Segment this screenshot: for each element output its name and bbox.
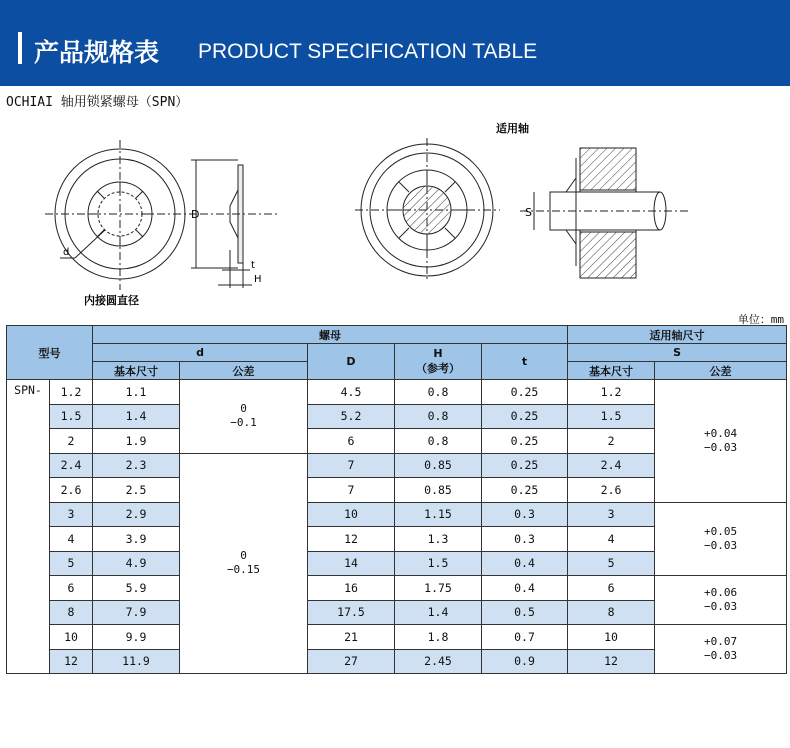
cell-s-basic: 12 [568, 649, 655, 674]
spec-table [6, 325, 787, 674]
unit-label: 单位：mm [737, 313, 784, 326]
cell-t: 0.25 [482, 380, 568, 405]
tol-lower: −0.03 [703, 440, 738, 454]
cell-D: 7 [308, 478, 395, 503]
label-inner-circle: 内接圆直径 [84, 294, 139, 307]
front-view [45, 140, 200, 290]
header-H-symbol: H [433, 347, 443, 360]
cell-size: 12 [50, 649, 93, 674]
cell-D: 4.5 [308, 380, 395, 405]
cell-s-basic: 8 [568, 600, 655, 625]
cell-H: 1.3 [395, 527, 482, 552]
cell-size: 1.2 [50, 380, 93, 405]
cell-H: 0.8 [395, 429, 482, 454]
tol-upper: 0 [240, 402, 247, 416]
cell-d-basic: 1.1 [93, 380, 180, 405]
header-H-ref: （参考） [416, 362, 460, 375]
header-d-basic: 基本尺寸 [93, 362, 180, 380]
cell-d-tolerance [180, 380, 308, 454]
cell-d-basic: 2.5 [93, 478, 180, 503]
cell-size: 2.6 [50, 478, 93, 503]
product-drawing [0, 110, 790, 310]
cell-H: 1.4 [395, 600, 482, 625]
tol-lower: −0.1 [230, 416, 257, 430]
cell-H: 0.8 [395, 380, 482, 405]
cell-d-basic: 5.9 [93, 576, 180, 601]
cell-s-basic: 6 [568, 576, 655, 601]
cell-H: 0.8 [395, 404, 482, 429]
product-subtitle: OCHIAI 轴用锁紧螺母（SPN） [6, 95, 189, 110]
cell-s-tolerance [655, 625, 787, 674]
tol-lower: −0.03 [703, 600, 738, 613]
header-shaft: 适用轴尺寸 [568, 326, 787, 344]
banner-title-cn: 产品规格表 [34, 38, 160, 67]
assembly-section-view [520, 148, 690, 278]
cell-size: 2 [50, 429, 93, 454]
dim-label-D: D [191, 208, 200, 221]
tol-upper: +0.06 [703, 586, 738, 599]
cell-D: 12 [308, 527, 395, 552]
cell-d-basic: 2.9 [93, 502, 180, 527]
cell-t: 0.25 [482, 429, 568, 454]
table-row [7, 625, 787, 650]
cell-s-basic: 5 [568, 551, 655, 576]
cell-H: 1.75 [395, 576, 482, 601]
cell-size: 2.4 [50, 453, 93, 478]
cell-d-basic: 1.9 [93, 429, 180, 454]
cell-H: 2.45 [395, 649, 482, 674]
cell-d-basic: 4.9 [93, 551, 180, 576]
header-row-2 [7, 344, 787, 362]
cell-size: 6 [50, 576, 93, 601]
cell-d-basic: 3.9 [93, 527, 180, 552]
header-model: 型号 [7, 326, 93, 380]
dim-label-S: S [525, 206, 532, 219]
cell-s-tolerance [655, 576, 787, 625]
label-shaft: 适用轴 [496, 122, 529, 135]
cell-s-basic: 10 [568, 625, 655, 650]
table-row [7, 502, 787, 527]
header-nut: 螺母 [93, 326, 568, 344]
banner-accent-bar [18, 32, 22, 64]
cell-D: 7 [308, 453, 395, 478]
tol-lower: −0.03 [703, 649, 738, 662]
cell-t: 0.3 [482, 527, 568, 552]
header-d-tol: 公差 [180, 362, 308, 380]
banner-title-en: PRODUCT SPECIFICATION TABLE [198, 40, 538, 63]
cell-H: 0.85 [395, 453, 482, 478]
header-s-tol: 公差 [655, 362, 787, 380]
tol-upper: 0 [240, 549, 247, 563]
tol-upper: +0.04 [703, 426, 738, 440]
cell-t: 0.4 [482, 576, 568, 601]
spec-table-body [7, 380, 787, 674]
cell-d-basic: 7.9 [93, 600, 180, 625]
table-row [7, 380, 787, 405]
cell-s-basic: 4 [568, 527, 655, 552]
tol-lower: −0.15 [226, 563, 261, 577]
cell-s-basic: 1.5 [568, 404, 655, 429]
cell-D: 17.5 [308, 600, 395, 625]
cell-size: 5 [50, 551, 93, 576]
header-D: D [308, 344, 395, 380]
header-d: d [93, 344, 308, 362]
cell-s-basic: 2.4 [568, 453, 655, 478]
cell-d-tolerance [180, 453, 308, 674]
dim-label-t: t [251, 260, 255, 271]
cell-H: 1.15 [395, 502, 482, 527]
cell-s-basic: 2 [568, 429, 655, 454]
cell-s-tolerance [655, 380, 787, 503]
cell-size: 8 [50, 600, 93, 625]
cell-d-basic: 11.9 [93, 649, 180, 674]
cell-d-basic: 2.3 [93, 453, 180, 478]
cell-size: 4 [50, 527, 93, 552]
cell-d-basic: 1.4 [93, 404, 180, 429]
dim-label-H: H [254, 274, 262, 285]
cell-H: 0.85 [395, 478, 482, 503]
cell-D: 21 [308, 625, 395, 650]
cell-s-basic: 2.6 [568, 478, 655, 503]
cell-d-basic: 9.9 [93, 625, 180, 650]
cell-t: 0.25 [482, 453, 568, 478]
cell-D: 16 [308, 576, 395, 601]
header-banner [0, 0, 790, 86]
header-S: S [568, 344, 787, 362]
table-row [7, 576, 787, 601]
cell-t: 0.4 [482, 551, 568, 576]
mounted-front-view [355, 138, 500, 282]
cell-size: 1.5 [50, 404, 93, 429]
cell-H: 1.8 [395, 625, 482, 650]
cell-t: 0.25 [482, 404, 568, 429]
header-H [395, 344, 482, 380]
header-s-basic: 基本尺寸 [568, 362, 655, 380]
model-prefix: SPN- [7, 380, 50, 674]
tol-upper: +0.07 [703, 635, 738, 648]
tol-lower: −0.03 [703, 538, 738, 552]
tol-upper: +0.05 [703, 524, 738, 538]
cell-s-basic: 3 [568, 502, 655, 527]
header-t: t [482, 344, 568, 380]
cell-D: 27 [308, 649, 395, 674]
header-row-1 [7, 326, 787, 344]
cell-size: 3 [50, 502, 93, 527]
cell-t: 0.9 [482, 649, 568, 674]
cell-s-tolerance [655, 502, 787, 576]
cell-t: 0.5 [482, 600, 568, 625]
cell-D: 6 [308, 429, 395, 454]
cell-D: 10 [308, 502, 395, 527]
cell-D: 14 [308, 551, 395, 576]
cell-size: 10 [50, 625, 93, 650]
cell-H: 1.5 [395, 551, 482, 576]
cell-t: 0.3 [482, 502, 568, 527]
cell-t: 0.25 [482, 478, 568, 503]
cell-D: 5.2 [308, 404, 395, 429]
side-view [191, 160, 280, 288]
cell-s-basic: 1.2 [568, 380, 655, 405]
cell-t: 0.7 [482, 625, 568, 650]
dim-label-d: d [63, 247, 70, 258]
